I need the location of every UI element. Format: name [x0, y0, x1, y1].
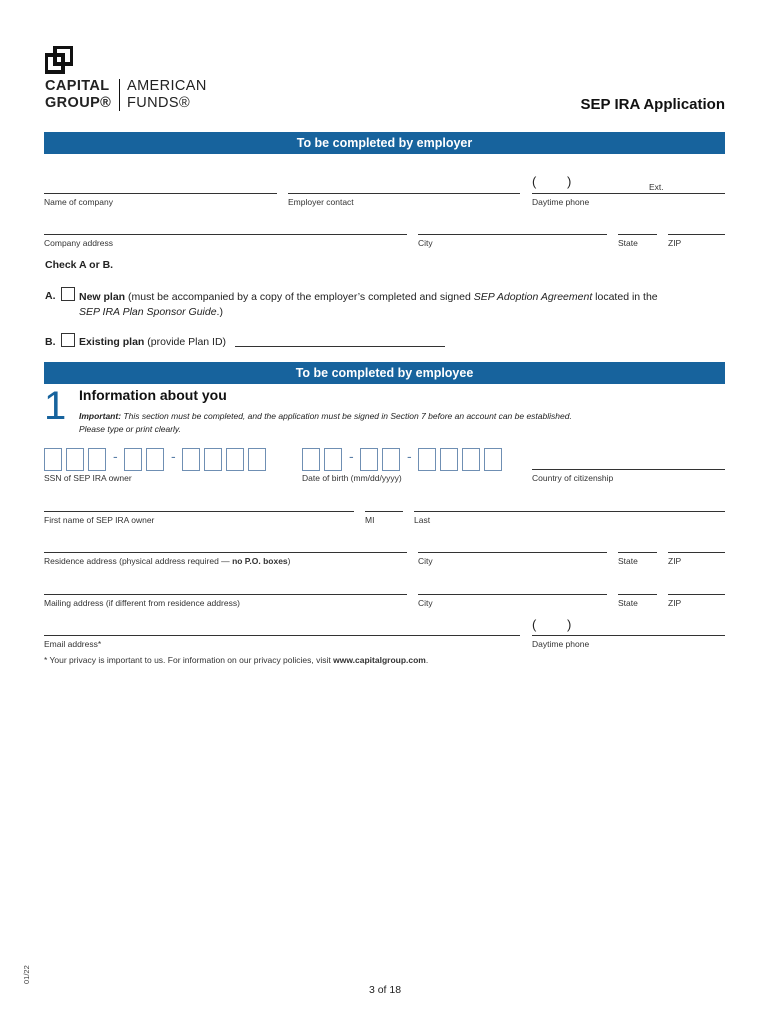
phone-area-close-paren: ) — [567, 174, 572, 189]
residence-zip-field[interactable] — [668, 552, 725, 553]
dob-digit-box[interactable] — [440, 448, 458, 471]
ssn-digit-box[interactable] — [88, 448, 106, 471]
residence-address-label — [44, 556, 291, 566]
residence-city-field[interactable] — [418, 552, 607, 553]
company-name-label: Name of company — [44, 197, 113, 207]
ssn-digit-box[interactable] — [146, 448, 164, 471]
new-plan-label: New plan — [79, 291, 126, 303]
mailing-zip-label: ZIP — [668, 598, 682, 608]
company-name-field[interactable] — [44, 193, 277, 194]
option-b-description — [79, 336, 226, 348]
residence-address-field[interactable] — [44, 552, 407, 553]
first-name-label: First name of SEP IRA owner — [44, 515, 155, 525]
dob-digit-box[interactable] — [382, 448, 400, 471]
mailing-zip-field[interactable] — [668, 594, 725, 595]
logo-capital: CAPITAL — [45, 78, 110, 94]
employer-phone-field[interactable] — [532, 193, 725, 194]
ssn-digit-box[interactable] — [44, 448, 62, 471]
ssn-digit-box[interactable] — [226, 448, 244, 471]
dob-digit-box[interactable] — [484, 448, 502, 471]
company-address-field[interactable] — [44, 234, 407, 235]
company-city-field[interactable] — [418, 234, 607, 235]
dob-digit-box[interactable] — [324, 448, 342, 471]
first-name-field[interactable] — [44, 511, 354, 512]
option-a-italic2: SEP IRA Plan Sponsor Guide — [79, 306, 217, 318]
employee-section-banner: To be completed by employee — [44, 362, 725, 384]
page-title: SEP IRA Application — [580, 96, 725, 113]
logo-group: GROUP® — [45, 95, 112, 111]
email-label: Email address* — [44, 639, 102, 649]
employer-contact-field[interactable] — [288, 193, 520, 194]
company-city-label: City — [418, 238, 433, 248]
ssn-digit-box[interactable] — [248, 448, 266, 471]
important-text-2: Please type or print clearly. — [79, 424, 181, 434]
logo-american: AMERICAN — [127, 78, 207, 94]
ssn-dash: - — [113, 448, 118, 464]
logo-divider — [119, 79, 120, 111]
dob-digit-box[interactable] — [302, 448, 320, 471]
new-plan-checkbox[interactable] — [61, 287, 75, 301]
section-number: 1 — [44, 384, 67, 428]
option-a-text1: (must be accompanied by a copy of the employer’s completed and signed — [128, 291, 471, 303]
ssn-digit-box[interactable] — [182, 448, 200, 471]
important-note — [79, 410, 719, 436]
plan-id-field[interactable] — [235, 346, 445, 347]
page-number: 3 of 18 — [368, 984, 402, 996]
dob-digit-box[interactable] — [360, 448, 378, 471]
phone-area-close-paren: ) — [567, 617, 572, 632]
company-address-label: Company address — [44, 238, 113, 248]
logo-funds: FUNDS® — [127, 95, 191, 111]
mailing-address-label: Mailing address (if different from residence address) — [44, 598, 240, 608]
ssn-digit-box[interactable] — [204, 448, 222, 471]
privacy-link[interactable]: www.capitalgroup.com — [333, 655, 426, 665]
existing-plan-checkbox[interactable] — [61, 333, 75, 347]
option-b-text: (provide Plan ID) — [147, 336, 227, 348]
section-title: Information about you — [79, 387, 227, 403]
company-state-label: State — [618, 238, 638, 248]
ssn-digit-box[interactable] — [124, 448, 142, 471]
employee-phone-label: Daytime phone — [532, 639, 590, 649]
residence-state-field[interactable] — [618, 552, 657, 553]
citizenship-label: Country of citizenship — [532, 473, 614, 483]
privacy-note — [44, 655, 428, 665]
capital-group-logo — [45, 46, 215, 114]
option-a-italic1: SEP Adoption Agreement — [473, 291, 593, 303]
employer-section-banner: To be completed by employer — [44, 132, 725, 154]
residence-label-bold: no P.O. boxes — [232, 556, 288, 566]
mailing-address-field[interactable] — [44, 594, 407, 595]
employee-phone-field[interactable] — [532, 635, 725, 636]
dob-label: Date of birth (mm/dd/yyyy) — [302, 473, 402, 483]
last-name-field[interactable] — [414, 511, 725, 512]
residence-state-label: State — [618, 556, 638, 566]
company-zip-label: ZIP — [668, 238, 682, 248]
mailing-state-field[interactable] — [618, 594, 657, 595]
option-a-letter: A. — [45, 290, 56, 302]
privacy-text: * Your privacy is important to us. For information on our privacy policies, visit — [44, 655, 331, 665]
ssn-label: SSN of SEP IRA owner — [44, 473, 132, 483]
last-name-label: Last — [414, 515, 431, 525]
ext-label: Ext. — [649, 182, 664, 192]
mailing-city-label: City — [418, 598, 433, 608]
important-text: This section must be completed, and the application must be signed in Section 7 before an account can be established. — [123, 411, 572, 421]
dob-digit-box[interactable] — [418, 448, 436, 471]
phone-area-open-paren: ( — [532, 617, 537, 632]
option-a-text3: .) — [216, 306, 223, 318]
company-zip-field[interactable] — [668, 234, 725, 235]
mailing-city-field[interactable] — [418, 594, 607, 595]
mi-label: MI — [365, 515, 375, 525]
company-state-field[interactable] — [618, 234, 657, 235]
mailing-state-label: State — [618, 598, 638, 608]
privacy-end: . — [425, 655, 429, 665]
residence-label-text: Residence address (physical address required — — [44, 556, 230, 566]
residence-city-label: City — [418, 556, 433, 566]
important-label: Important: — [79, 411, 122, 421]
option-b-letter: B. — [45, 336, 56, 348]
mi-field[interactable] — [365, 511, 403, 512]
check-instruction: Check A or B. — [45, 259, 114, 271]
residence-zip-label: ZIP — [668, 556, 682, 566]
dob-dash: - — [407, 448, 412, 464]
employer-phone-label: Daytime phone — [532, 197, 590, 207]
dob-dash: - — [349, 448, 354, 464]
ssn-dash: - — [171, 448, 176, 464]
phone-area-open-paren: ( — [532, 174, 537, 189]
employer-contact-label: Employer contact — [288, 197, 354, 207]
option-a-text2: located in the — [595, 291, 658, 303]
version-code: 01/22 — [22, 965, 31, 984]
ssn-digit-box[interactable] — [66, 448, 84, 471]
residence-label-end: ) — [287, 556, 291, 566]
option-a-description — [79, 290, 699, 320]
logo-mark-icon — [45, 46, 73, 74]
citizenship-field[interactable] — [532, 469, 725, 470]
email-field[interactable] — [44, 635, 520, 636]
dob-digit-box[interactable] — [462, 448, 480, 471]
existing-plan-label: Existing plan — [79, 336, 145, 348]
